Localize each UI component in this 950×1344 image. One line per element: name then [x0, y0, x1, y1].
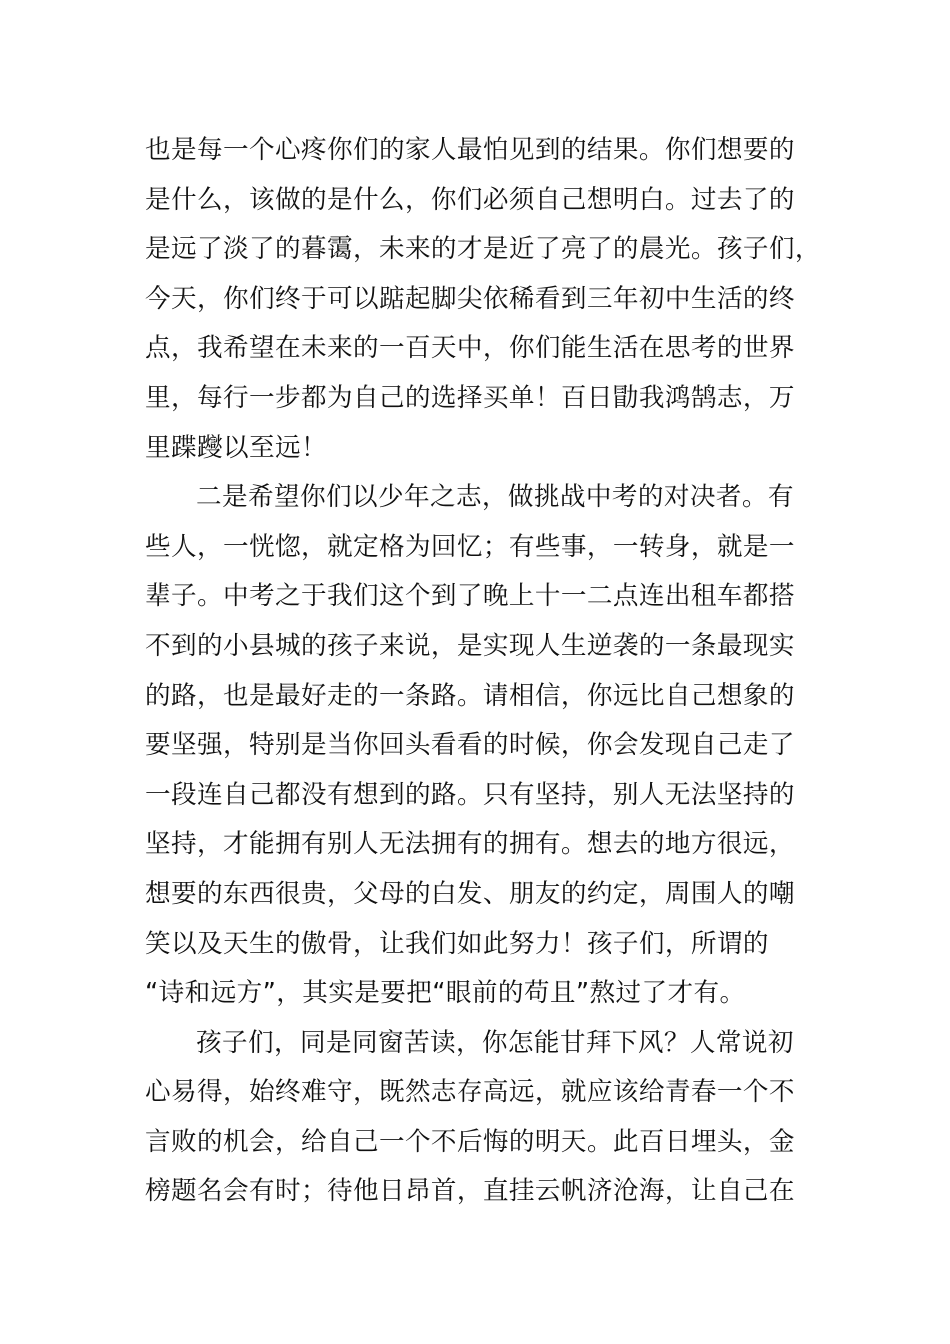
text-line: “诗和远方”，其实是要把“眼前的苟且”熬过了才有。	[145, 978, 746, 1009]
text-line: 要坚强，特别是当你回头看看的时候，你会发现自己走了	[145, 730, 795, 761]
text-line: 也是每一个心疼你们的家人最怕见到的结果。你们想要的	[145, 135, 795, 165]
text-line: 辈子。中考之于我们这个到了晚上十一二点连出租车都搭	[145, 581, 795, 612]
paragraph-start-line: 二是希望你们以少年之志，做挑战中考的对决者。有	[196, 482, 794, 513]
text-line: 点，我希望在未来的一百天中，你们能生活在思考的世界	[145, 333, 795, 364]
text-line: 些人，一恍惚，就定格为回忆；有些事，一转身，就是一	[145, 531, 795, 562]
paragraph-start-line: 孩子们，同是同窗苦读，你怎能甘拜下风？人常说初	[196, 1027, 794, 1058]
text-line: 不到的小县城的孩子来说，是实现人生逆袭的一条最现实	[145, 630, 795, 661]
text-line: 一段连自己都没有想到的路。只有坚持，别人无法坚持的	[145, 779, 795, 810]
body-text	[145, 126, 821, 1217]
text-line: 里，每行一步都为自己的选择买单！百日勖我鸿鹄志，万	[145, 382, 795, 413]
text-line: 心易得，始终难守，既然志存高远，就应该给青春一个不	[145, 1077, 795, 1108]
text-line: 今天，你们终于可以踮起脚尖依稀看到三年初中生活的终	[145, 283, 795, 314]
text-line: 里蹀躞以至远！	[145, 432, 327, 463]
text-line: 榜题名会有时；待他日昂首，直挂云帆济沧海，让自己在	[145, 1176, 795, 1207]
text-line: 坚持，才能拥有别人无法拥有的拥有。想去的地方很远，	[145, 829, 795, 860]
text-line: 言败的机会，给自己一个不后悔的明天。此百日埋头，金	[145, 1126, 795, 1157]
text-line: 是远了淡了的暮霭，未来的才是近了亮了的晨光。孩子们，	[145, 234, 821, 265]
text-line: 的路，也是最好走的一条路。请相信，你远比自己想象的	[145, 680, 795, 711]
text-line: 是什么，该做的是什么，你们必须自己想明白。过去了的	[145, 184, 795, 215]
text-line: 想要的东西很贵，父母的白发、朋友的约定，周围人的嘲	[145, 878, 795, 909]
text-line: 笑以及天生的傲骨，让我们如此努力！孩子们，所谓的	[145, 928, 769, 959]
